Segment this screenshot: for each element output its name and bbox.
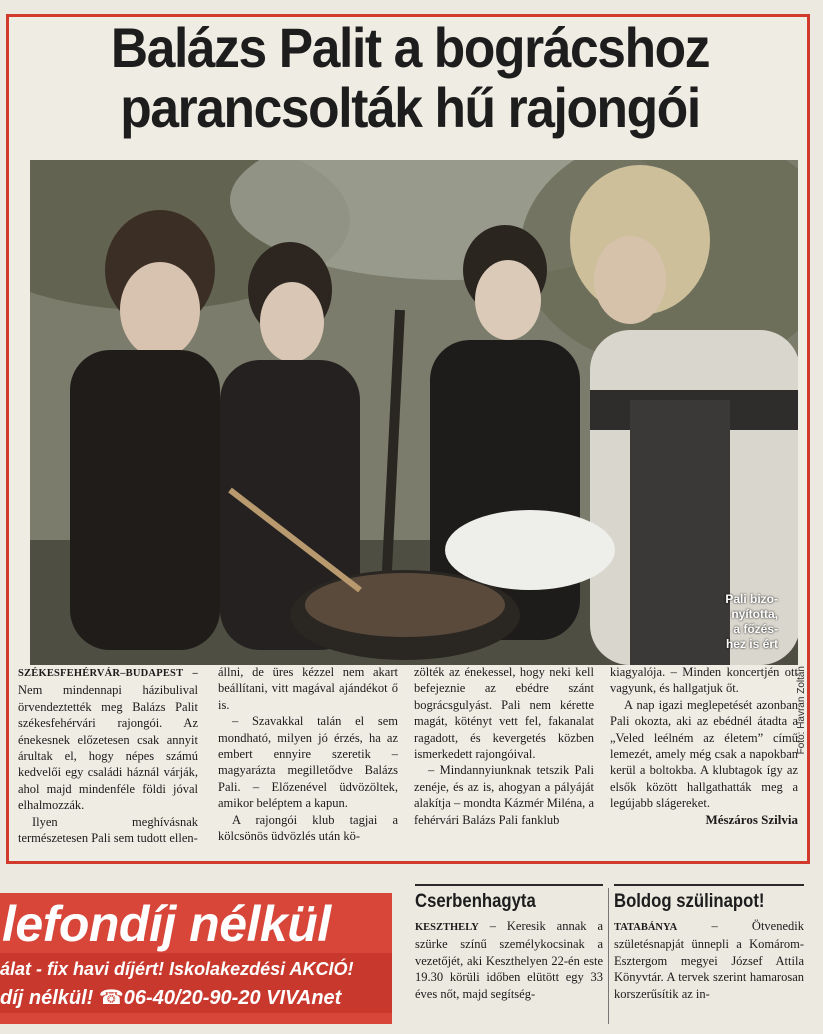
advertisement-banner[interactable]: [0, 893, 392, 1024]
paragraph: A nap igazi meglepetését azonban Pali okozta, aki az ebédnél átadta a „Veled leélném az életem” című lemezét, amely még csak a napokban kerül a boltokba. A klubtagok így az elsők között hallgathatták meg a legújabb slágereket.: [610, 697, 798, 811]
photo-caption-line: a főzés-: [733, 622, 778, 636]
paragraph: A rajongói klub tagjai a kölcsönös üdvözlés után kö-: [218, 812, 398, 844]
headline-line-2: parancsolták hű rajongói: [120, 76, 700, 139]
article-column-1: [18, 664, 198, 846]
photo-caption-line: nyította,: [731, 607, 778, 621]
headline: [51, 18, 769, 138]
photo-illustration: [30, 160, 798, 665]
photo-caption-line: Pali bizo-: [725, 592, 778, 606]
paragraph: – Szavakkal talán el sem mondható, milyen jó érzés, ha az embert ennyire szeretik – magyarázta megilletődve Balázs Pali. – Előzenével üdvözöltek, amikor beléptem a kapun.: [218, 714, 398, 811]
article-column-4: [610, 664, 798, 828]
paragraph: kiagyalója. – Minden koncertjén ott vagyunk, és hallgatjuk őt.: [610, 665, 798, 696]
brief-text: – Ötvenedik születésnapját ünnepli a Komárom-Esztergom megyei József Attila Könyvtár. A tervek szerint hamarosan korszerűsítik az in-: [614, 919, 804, 1001]
brief-text: – Keresik annak a szürke színű személykocsinak a vezetőjét, aki Keszthelyen 22-én este 19.30 körüli időben elütött egy 33 éves nőt, majd segítség-: [415, 919, 603, 1001]
brief-title: Boldog szülinapot!: [614, 891, 765, 912]
paragraph: állni, de üres kézzel nem akart beállítani, vitt magával ajándékot ő is.: [218, 665, 398, 712]
paragraph: – Mindannyiunknak tetszik Pali zenéje, és az is, ahogyan a pályáját alakítja – mondta Kázmér Miléna, a fehérvári Balázs Pali fanklub: [414, 763, 594, 827]
ad-line: díj nélkül! ☎06-40/20-90-20 VIVAnet: [0, 987, 342, 1009]
article-column-3: [414, 664, 594, 828]
news-brief-szulinap: [614, 884, 804, 1034]
paragraph: Nem mindennapi házibulival örvendeztették meg Balázs Palit székesfehérvári rajongói. Az énekesnek előzetesen csak annyit árultak el, hogy népes számú kedvelői egy családi háznál várják, ahol majd mindenféle földi jóval elhalmozzák.: [18, 683, 198, 813]
article-photo: [30, 160, 798, 665]
byline: Mészáros Szilvia: [705, 811, 798, 827]
brief-place: KESZTHELY: [415, 922, 479, 933]
photo-caption-line: hez is ért: [725, 637, 778, 651]
ad-line: álat - fix havi díjért! Iskolakezdési AKCIÓ!: [0, 959, 354, 979]
brief-place: TATABÁNYA: [614, 922, 678, 933]
article-column-2: [218, 664, 398, 844]
article-body: [18, 664, 800, 864]
brief-title: Cserbenhagyta: [415, 891, 536, 912]
headline-line-1: Balázs Palit a bográcshoz: [110, 16, 710, 79]
news-brief-cserbenhagyta: [415, 884, 603, 1034]
paragraph: Ilyen meghívásnak természetesen Pali sem tudott ellen-: [18, 814, 198, 846]
column-divider: [608, 888, 609, 1024]
paragraph: zölték az énekessel, hogy neki kell befejeznie az ebédre szánt bográcsgulyást. Pali nem kérette magát, kötényt vett fel, fakanalat ragadott, és kevergetés közben ismerkedett rajongóival.: [414, 665, 594, 762]
photo-credit: Fotó: Havran Zoltán: [796, 666, 807, 755]
photo-caption: [658, 592, 778, 652]
ad-title: lefondíj nélkül: [2, 896, 331, 952]
dateline: SZÉKESFEHÉRVÁR–BUDAPEST –: [18, 668, 198, 679]
